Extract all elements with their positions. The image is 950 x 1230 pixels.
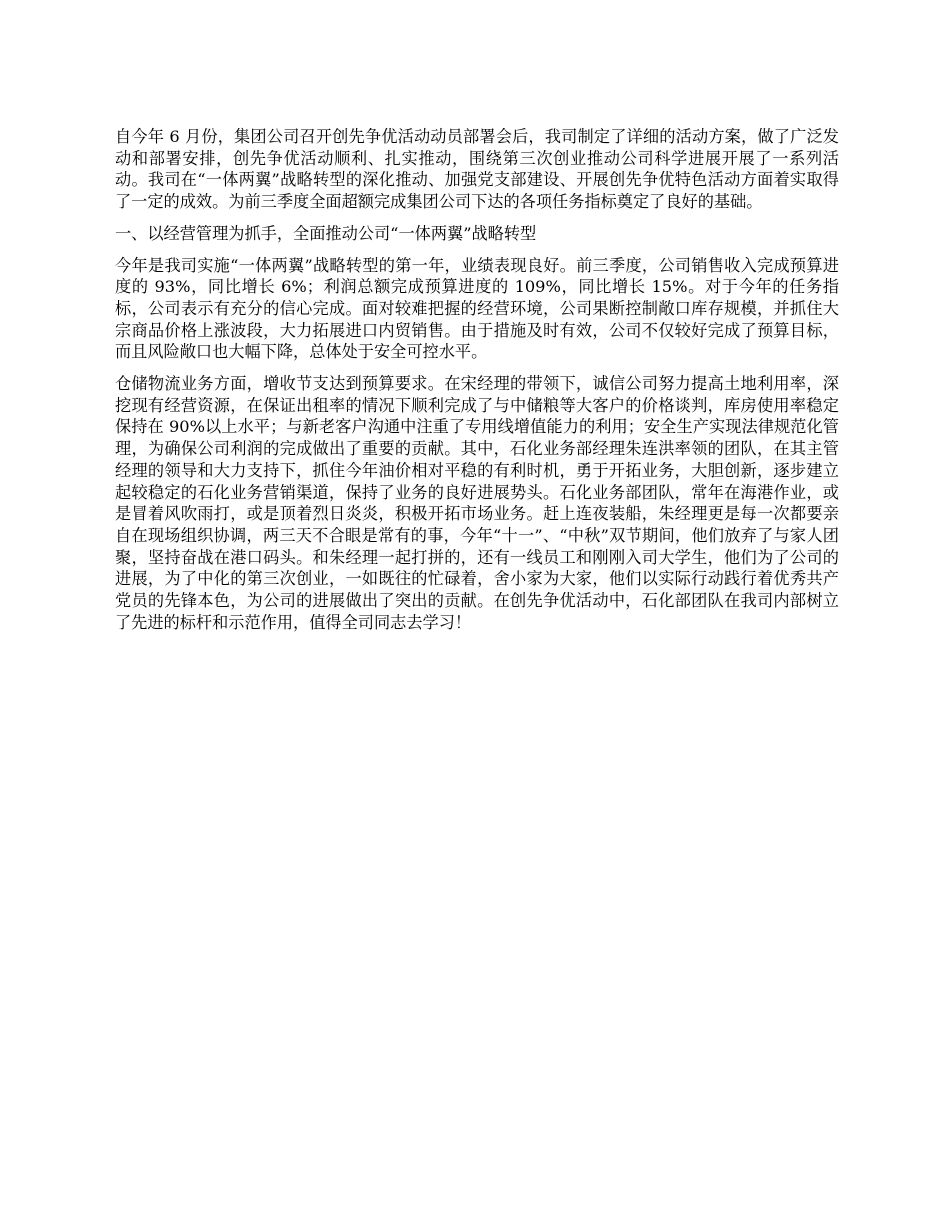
section-heading: 一、以经营管理为抓手，全面推动公司“一体两翼”战略转型 bbox=[115, 223, 537, 243]
document-page bbox=[115, 126, 839, 643]
business-paragraph: 今年是我司实施“一体两翼”战略转型的第一年，业绩表现良好。前三季度，公司销售收入完成预算进度的 93%，同比增长 6%；利润总额完成预算进度的 109%，同比增长 15%。对于今年的任务指标，公司表示有充分的信心完成。面对较难把握的经营环境，公司果断控制敞口库存规模，并抓住大宗商品价格上涨波段，大力拓展进口内贸销售。由于措施及时有效，公司不仅较好完成了预算目标，而且风险敞口也大幅下降，总体处于安全可控水平。 bbox=[115, 255, 839, 362]
logistics-paragraph: 仓储物流业务方面，增收节支达到预算要求。在宋经理的带领下，诚信公司努力提高土地利用率，深挖现有经营资源，在保证出租率的情况下顺利完成了与中储粮等大客户的价格谈判，库房使用率稳定保持在 90%以上水平；与新老客户沟通中注重了专用线增值能力的利用；安全生产实现法律规范化管理，为确保公司利润的完成做出了重要的贡献。其中，石化业务部经理朱连洪率领的团队，在其主管经理的领导和大力支持下，抓住今年油价相对平稳的有利时机，勇于开拓业务，大胆创新，逐步建立起较稳定的石化业务营销渠道，保持了业务的良好进展势头。石化业务部团队，常年在海港作业，或是冒着风吹雨打，或是顶着烈日炎炎，积极开拓市场业务。赶上连夜装船，朱经理更是每一次都要亲自在现场组织协调，两三天不合眼是常有的事，今年“十一”、“中秋”双节期间，他们放弃了与家人团聚，坚持奋战在港口码头。和朱经理一起打拼的，还有一线员工和刚刚入司大学生，他们为了公司的进展，为了中化的第三次创业，一如既往的忙碌着，舍小家为大家，他们以实际行动践行着优秀共产党员的先锋本色，为公司的进展做出了突出的贡献。在创先争优活动中，石化部团队在我司内部树立了先进的标杆和示范作用，值得全司同志去学习！ bbox=[115, 374, 839, 632]
intro-paragraph: 自今年 6 月份，集团公司召开创先争优活动动员部署会后，我司制定了详细的活动方案，做了广泛发动和部署安排，创先争优活动顺利、扎实推动，围绕第三次创业推动公司科学进展开展了一系列活动。我司在“一体两翼”战略转型的深化推动、加强党支部建设、开展创先争优特色活动方面着实取得了一定的成效。为前三季度全面超额完成集团公司下达的各项任务指标奠定了良好的基础。 bbox=[115, 127, 839, 212]
